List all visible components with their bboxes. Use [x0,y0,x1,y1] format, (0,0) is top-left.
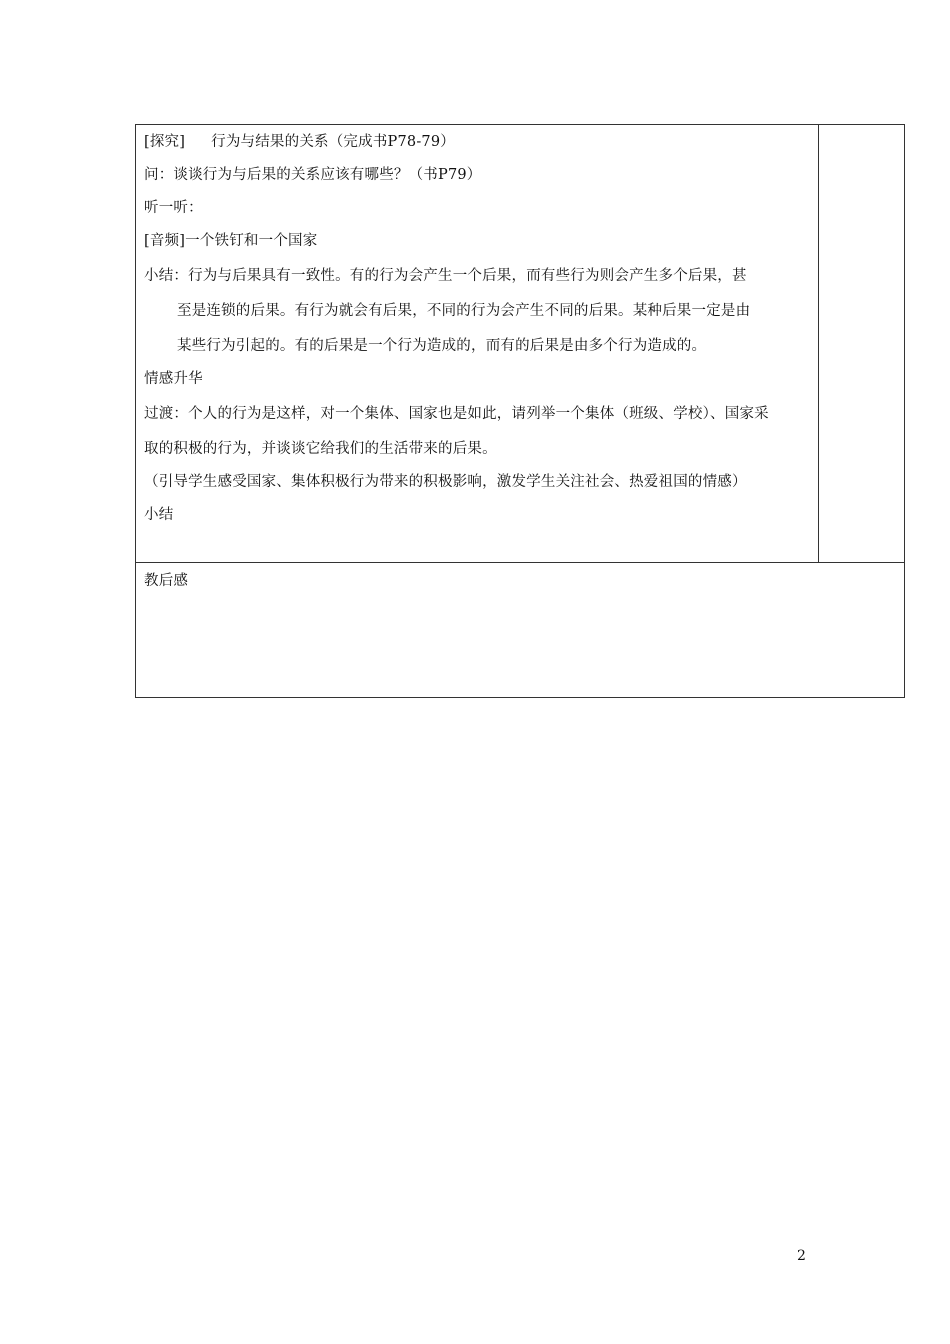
emotion-heading: 情感升华 [144,371,203,387]
lesson-content-cell [136,125,819,562]
notes-column-cell [819,125,904,562]
summary-line-3: 某些行为引起的。有的后果是一个行为造成的，而有的后果是由多个行为造成的。 [177,338,707,354]
listen-line: 听一听： [144,200,203,216]
page-number: 2 [797,1248,806,1264]
question-line: 问：谈谈行为与后果的关系应该有哪些？（书P79） [144,167,482,183]
transition-line-1: 过渡：个人的行为是这样，对一个集体、国家也是如此，请列举一个集体（班级、学校）、国家采 [144,406,769,422]
guidance-line: （引导学生感受国家、集体积极行为带来的积极影响，激发学生关注社会、热爱祖国的情感） [144,474,747,490]
reflection-row [136,563,904,697]
audio-line: [音频]一个铁钉和一个国家 [144,233,318,249]
closing-summary-line: 小结 [144,507,174,523]
summary-line-2: 至是连锁的后果。有行为就会有后果，不同的行为会产生不同的后果。某种后果一定是由 [177,303,751,319]
lesson-content-row [136,125,904,563]
reflection-label: 教后感 [144,573,189,589]
summary-line-1: 小结：行为与后果具有一致性。有的行为会产生一个后果，而有些行为则会产生多个后果，甚 [144,268,747,284]
transition-line-2: 取的积极的行为，并谈谈它给我们的生活带来的后果。 [144,441,497,457]
explore-heading: [探究] 行为与结果的关系（完成书P78-79） [144,134,455,150]
lesson-plan-table [135,124,905,698]
